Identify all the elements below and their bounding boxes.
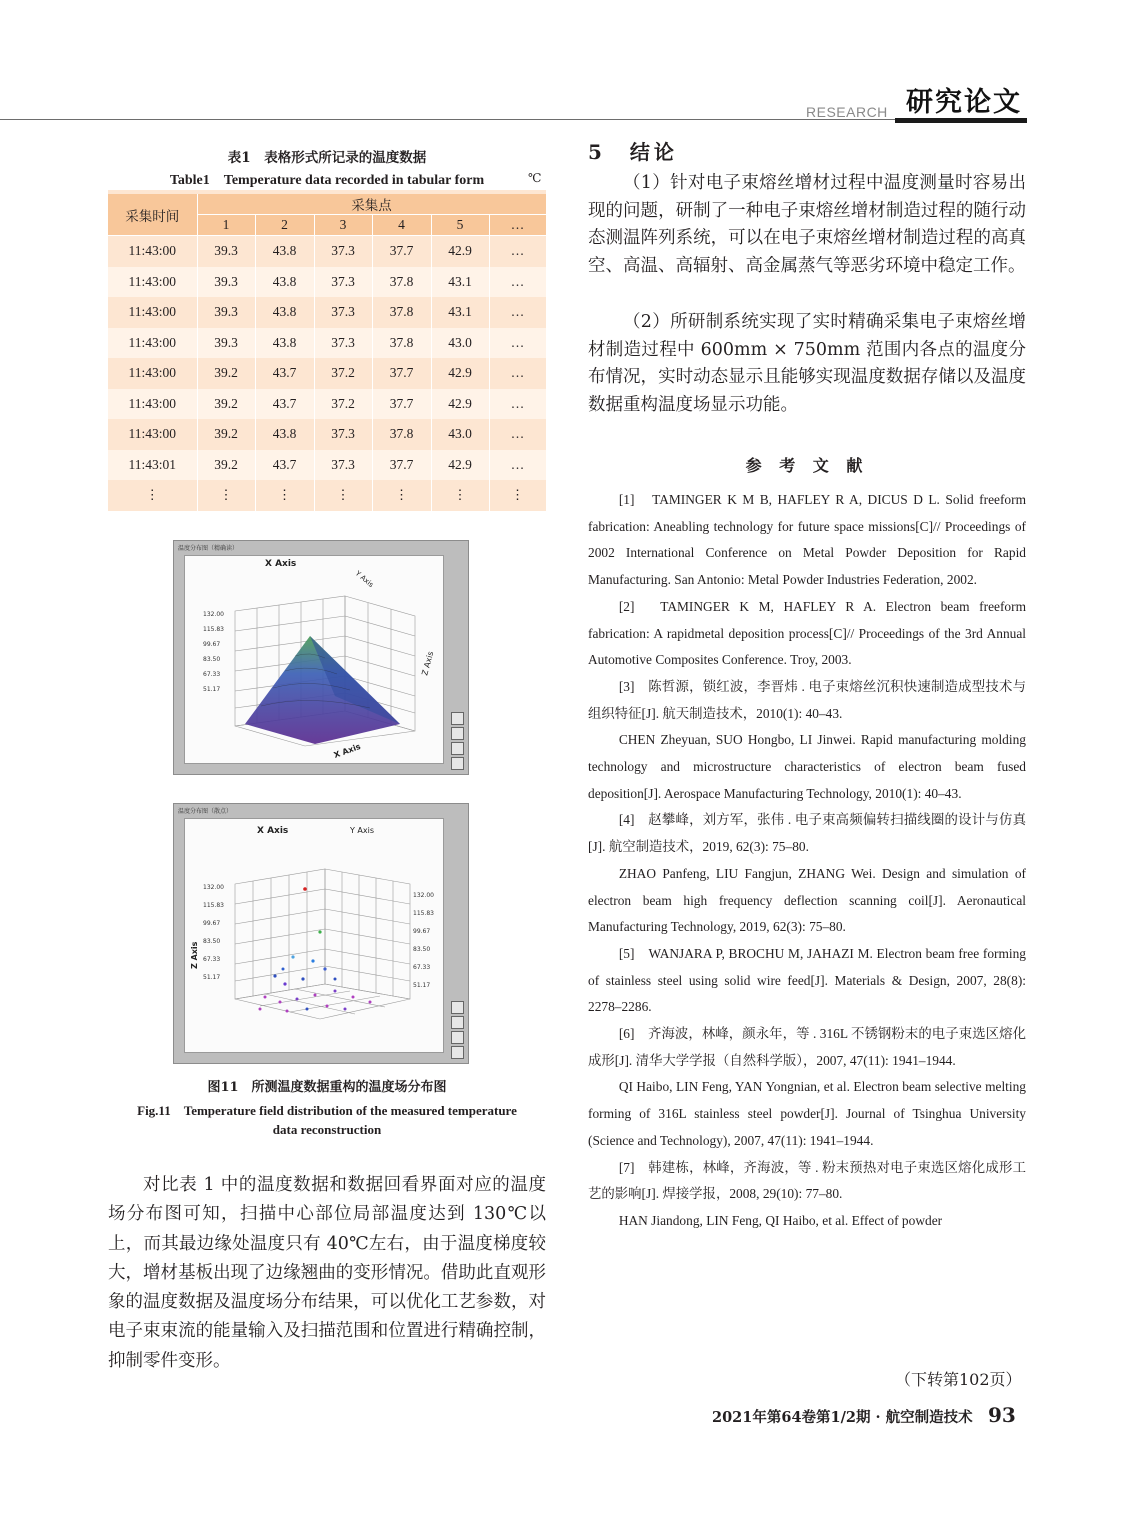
value-cell: 37.3	[314, 236, 372, 267]
header-points: 采集点	[197, 194, 546, 215]
time-cell: 11:43:00	[108, 328, 197, 359]
z-tick: 67.33	[203, 956, 221, 963]
page-number: 93	[988, 1403, 1016, 1427]
figure-caption-en-2: data reconstruction	[272, 1122, 382, 1137]
z-tick: 115.83	[203, 902, 224, 909]
value-cell: 39.2	[197, 419, 255, 450]
time-cell: 11:43:01	[108, 450, 197, 481]
z-tick-right: 67.33	[413, 964, 431, 971]
conclusion-1: （1）针对电子束熔丝增材过程中温度测量时容易出现的问题，研制了一种电子束熔丝增材制造过程的随行动态测温阵列系统，可以在电子束熔丝增材制造过程的高真空、高温、高辐射、高金属蒸气等恶劣环境中稳定工作。	[588, 173, 1026, 277]
y-axis-label: Y Axis	[353, 569, 375, 590]
value-cell: 43.8	[255, 267, 314, 298]
plot-tools	[451, 710, 464, 770]
temperature-surface-plot	[173, 540, 469, 775]
reference-item: [5] WANJARA P, BROCHU M, JAHAZI M. Electron beam free forming of stainless steel using solid wire feed[J]. Materials & Design, 2007, 28(8): 2278–2286.	[588, 945, 1026, 1015]
figure-caption-en-1: Fig.11 Temperature field distribution of the measured temperature	[137, 1103, 517, 1118]
reference-item: [2] TAMINGER K M, HAFLEY R A. Electron beam freeform fabrication: A rapidmetal deposition process[C]// Proceedings of the 3rd Annual Automotive Composites Conference. Troy, 2003.	[588, 598, 1026, 668]
time-cell: 11:43:00	[108, 358, 197, 389]
figure-caption-cn: 图11 所测温度数据重构的温度场分布图	[207, 1080, 447, 1095]
references-title: 参 考 文 献	[745, 456, 869, 475]
value-cell: 37.7	[372, 450, 431, 481]
value-cell: 42.9	[431, 236, 489, 267]
reference-item: [3] 陈哲源，锁红波，李晋炜 . 电子束熔丝沉积快速制造成型技术与组织特征[J]. 航天制造技术，2010(1): 40–43.	[588, 678, 1026, 721]
table-row	[108, 450, 546, 481]
conclusion-2: （2）所研制系统实现了实时精确采集电子束熔丝增材制造过程中 600mm × 750mm 范围内各点的温度分布情况，实时动态显示且能够实现温度数据存储以及温度数据重构温度场显示功能。	[588, 312, 1026, 416]
scatter-svg	[185, 819, 443, 1052]
footer-journal: 2021年第64卷第1/2期 · 航空制造技术	[712, 1409, 973, 1426]
y-axis-label: Y Axis	[350, 826, 375, 835]
value-cell: …	[489, 450, 546, 481]
value-cell: 39.2	[197, 389, 255, 420]
value-cell: 43.8	[255, 419, 314, 450]
z-tick: 51.17	[203, 686, 221, 693]
value-cell: 42.9	[431, 389, 489, 420]
value-cell: 43.7	[255, 389, 314, 420]
section-title: 5 结论	[588, 140, 678, 164]
value-cell: 37.3	[314, 297, 372, 328]
reference-item: [6] 齐海波，林峰，颜永年，等 . 316L 不锈钢粉末的电子束选区熔化成形[J]. 清华大学学报（自然科学版），2007, 47(11): 1941–1944.	[588, 1026, 1026, 1068]
value-cell: 43.7	[255, 358, 314, 389]
table-unit: ℃	[528, 171, 542, 185]
tool-icon[interactable]	[451, 727, 464, 740]
table-row	[108, 480, 546, 511]
temperature-scatter-plot	[173, 803, 469, 1064]
value-cell: 39.3	[197, 236, 255, 267]
value-cell: 37.3	[314, 419, 372, 450]
value-cell: 43.1	[431, 267, 489, 298]
z-axis-label: Z Axis	[190, 941, 199, 969]
value-cell: 37.8	[372, 419, 431, 450]
value-cell: 42.9	[431, 450, 489, 481]
z-tick: 99.67	[203, 641, 221, 648]
plot-tag: 温度分布图（散点）	[178, 808, 233, 815]
table-caption-en: Table1 Temperature data recorded in tabular form	[169, 173, 485, 188]
reference-item: HAN Jiandong, LIN Feng, QI Haibo, et al. Effect of powder	[618, 1212, 943, 1228]
reference-item: [7] 韩建栋，林峰，齐海波，等 . 粉末预热对电子束选区熔化成形工艺的影响[J]. 焊接学报，2008, 29(10): 77–80.	[588, 1159, 1026, 1202]
plot-tools	[451, 999, 464, 1059]
x-axis-label-bottom: X Axis	[332, 741, 362, 760]
z-tick: 67.33	[203, 671, 221, 678]
point-header: 1	[197, 215, 255, 236]
value-cell: …	[489, 358, 546, 389]
grid-lines	[235, 869, 410, 1019]
point-header: 4	[372, 215, 431, 236]
value-cell: ⋮	[197, 480, 255, 511]
tool-icon[interactable]	[451, 1031, 464, 1044]
value-cell: ⋮	[372, 480, 431, 511]
value-cell: 37.3	[314, 267, 372, 298]
value-cell: 37.8	[372, 328, 431, 359]
plot-area	[184, 555, 444, 764]
reference-item: [4] 赵攀峰，刘方军，张伟 . 电子束高频偏转扫描线圈的设计与仿真[J]. 航空制造技术，2019, 62(3): 75–80.	[588, 812, 1026, 855]
value-cell: 37.8	[372, 267, 431, 298]
table-caption-cn: 表1 表格形式所记录的温度数据	[227, 150, 427, 166]
value-cell: …	[489, 267, 546, 298]
z-tick: 132.00	[203, 611, 224, 618]
table-row	[108, 297, 546, 328]
value-cell: 43.8	[255, 236, 314, 267]
z-tick-right: 115.83	[413, 910, 434, 917]
reference-item: ZHAO Panfeng, LIU Fangjun, ZHANG Wei. Design and simulation of electron beam high frequency deflection scanning coil[J]. Aeronautical Manufacturing Technology, 2019, 62(3): 75–80.	[588, 865, 1026, 935]
z-tick-right: 51.17	[413, 982, 431, 989]
references-list	[588, 487, 1026, 1235]
value-cell: ⋮	[255, 480, 314, 511]
value-cell: 39.3	[197, 328, 255, 359]
time-cell: 11:43:00	[108, 419, 197, 450]
tool-icon[interactable]	[451, 742, 464, 755]
value-cell: 37.3	[314, 450, 372, 481]
point-header: …	[489, 215, 546, 236]
time-cell: 11:43:00	[108, 389, 197, 420]
reference-item: QI Haibo, LIN Feng, YAN Yongnian, et al. Electron beam selective melting forming of 316L stainless steel powder[J]. Journal of Tsinghua University (Science and Technology), 2007, 47(11): 1941–1944.	[588, 1079, 1026, 1148]
reference-item: CHEN Zheyuan, SUO Hongbo, LI Jinwei. Rapid manufacturing molding technology and microstructure characteristics of electron beam fused deposition[J]. Aerospace Manufacturing Technology, 2010(1): 40–43.	[588, 732, 1026, 801]
z-tick: 83.50	[203, 938, 221, 945]
time-cell: 11:43:00	[108, 297, 197, 328]
z-tick: 132.00	[203, 884, 224, 891]
value-cell: 37.7	[372, 389, 431, 420]
value-cell: 42.9	[431, 358, 489, 389]
tool-icon[interactable]	[451, 1046, 464, 1059]
table-row	[108, 236, 546, 267]
table-row	[108, 267, 546, 298]
z-tick: 83.50	[203, 656, 221, 663]
z-axis-label: Z Axis	[420, 650, 436, 677]
tool-icon[interactable]	[451, 1001, 464, 1014]
table-row	[108, 389, 546, 420]
value-cell: …	[489, 297, 546, 328]
header-rule	[0, 119, 895, 120]
plot-tag: 温度分布图（精确读）	[178, 545, 239, 552]
x-axis-label: X Axis	[265, 559, 297, 569]
value-cell: 37.3	[314, 328, 372, 359]
point-header: 3	[314, 215, 372, 236]
value-cell: 39.2	[197, 358, 255, 389]
value-cell: …	[489, 389, 546, 420]
value-cell: 37.7	[372, 236, 431, 267]
value-cell: ⋮	[314, 480, 372, 511]
z-tick-right: 99.67	[413, 928, 431, 935]
value-cell: 39.3	[197, 297, 255, 328]
value-cell: 43.7	[255, 450, 314, 481]
value-cell: 37.2	[314, 358, 372, 389]
body-paragraph: 对比表 1 中的温度数据和数据回看界面对应的温度场分布图可知，扫描中心部位局部温度达到 130℃以上，而其最边缘处温度只有 40℃左右，由于温度梯度较大，增材基板出现了边缘翘曲的变形情况。借助此直观形象的温度数据及温度场分布结果，可以优化工艺参数，对电子束束流的能量输入及扫描范围和位置进行精确控制，抑制零件变形。	[108, 1175, 546, 1371]
z-tick: 51.17	[203, 974, 221, 981]
header-time: 采集时间	[108, 194, 197, 236]
time-cell: ⋮	[108, 480, 197, 511]
tool-icon[interactable]	[451, 757, 464, 770]
value-cell: 39.3	[197, 267, 255, 298]
value-cell: …	[489, 419, 546, 450]
value-cell: ⋮	[489, 480, 546, 511]
z-tick-right: 132.00	[413, 892, 434, 899]
header-research: RESEARCH	[806, 104, 888, 120]
table-row	[108, 328, 546, 359]
tool-icon[interactable]	[451, 712, 464, 725]
time-cell: 11:43:00	[108, 236, 197, 267]
value-cell: …	[489, 328, 546, 359]
value-cell: 43.8	[255, 328, 314, 359]
continued-note: （下转第102页）	[895, 1370, 1022, 1389]
value-cell: ⋮	[431, 480, 489, 511]
header-title: 研究论文	[906, 87, 1022, 118]
value-cell: …	[489, 236, 546, 267]
plot-area	[184, 818, 444, 1053]
value-cell: 43.1	[431, 297, 489, 328]
table-row	[108, 358, 546, 389]
value-cell: 37.7	[372, 358, 431, 389]
surface-svg	[185, 556, 443, 763]
point-header: 5	[431, 215, 489, 236]
table-row	[108, 419, 546, 450]
value-cell: 43.0	[431, 328, 489, 359]
time-cell: 11:43:00	[108, 267, 197, 298]
value-cell: 39.2	[197, 450, 255, 481]
point-header: 2	[255, 215, 314, 236]
value-cell: 37.8	[372, 297, 431, 328]
z-tick-right: 83.50	[413, 946, 431, 953]
value-cell: 43.8	[255, 297, 314, 328]
z-tick: 99.67	[203, 920, 221, 927]
scatter-points	[259, 887, 372, 1012]
temperature-table	[108, 190, 547, 511]
tool-icon[interactable]	[451, 1016, 464, 1029]
reference-item: [1] TAMINGER K M B, HAFLEY R A, DICUS D L. Solid freeform fabrication: Aneabling technology for future space missions[C]// Proceedings of 2002 International Conference on Metal Powder Deposition for Rapid Manufacturing. San Antonio: Metal Powder Industries Federation, 2002.	[588, 492, 1026, 588]
value-cell: 37.2	[314, 389, 372, 420]
value-cell: 43.0	[431, 419, 489, 450]
z-tick: 115.83	[203, 626, 224, 633]
x-axis-label: X Axis	[257, 826, 289, 836]
